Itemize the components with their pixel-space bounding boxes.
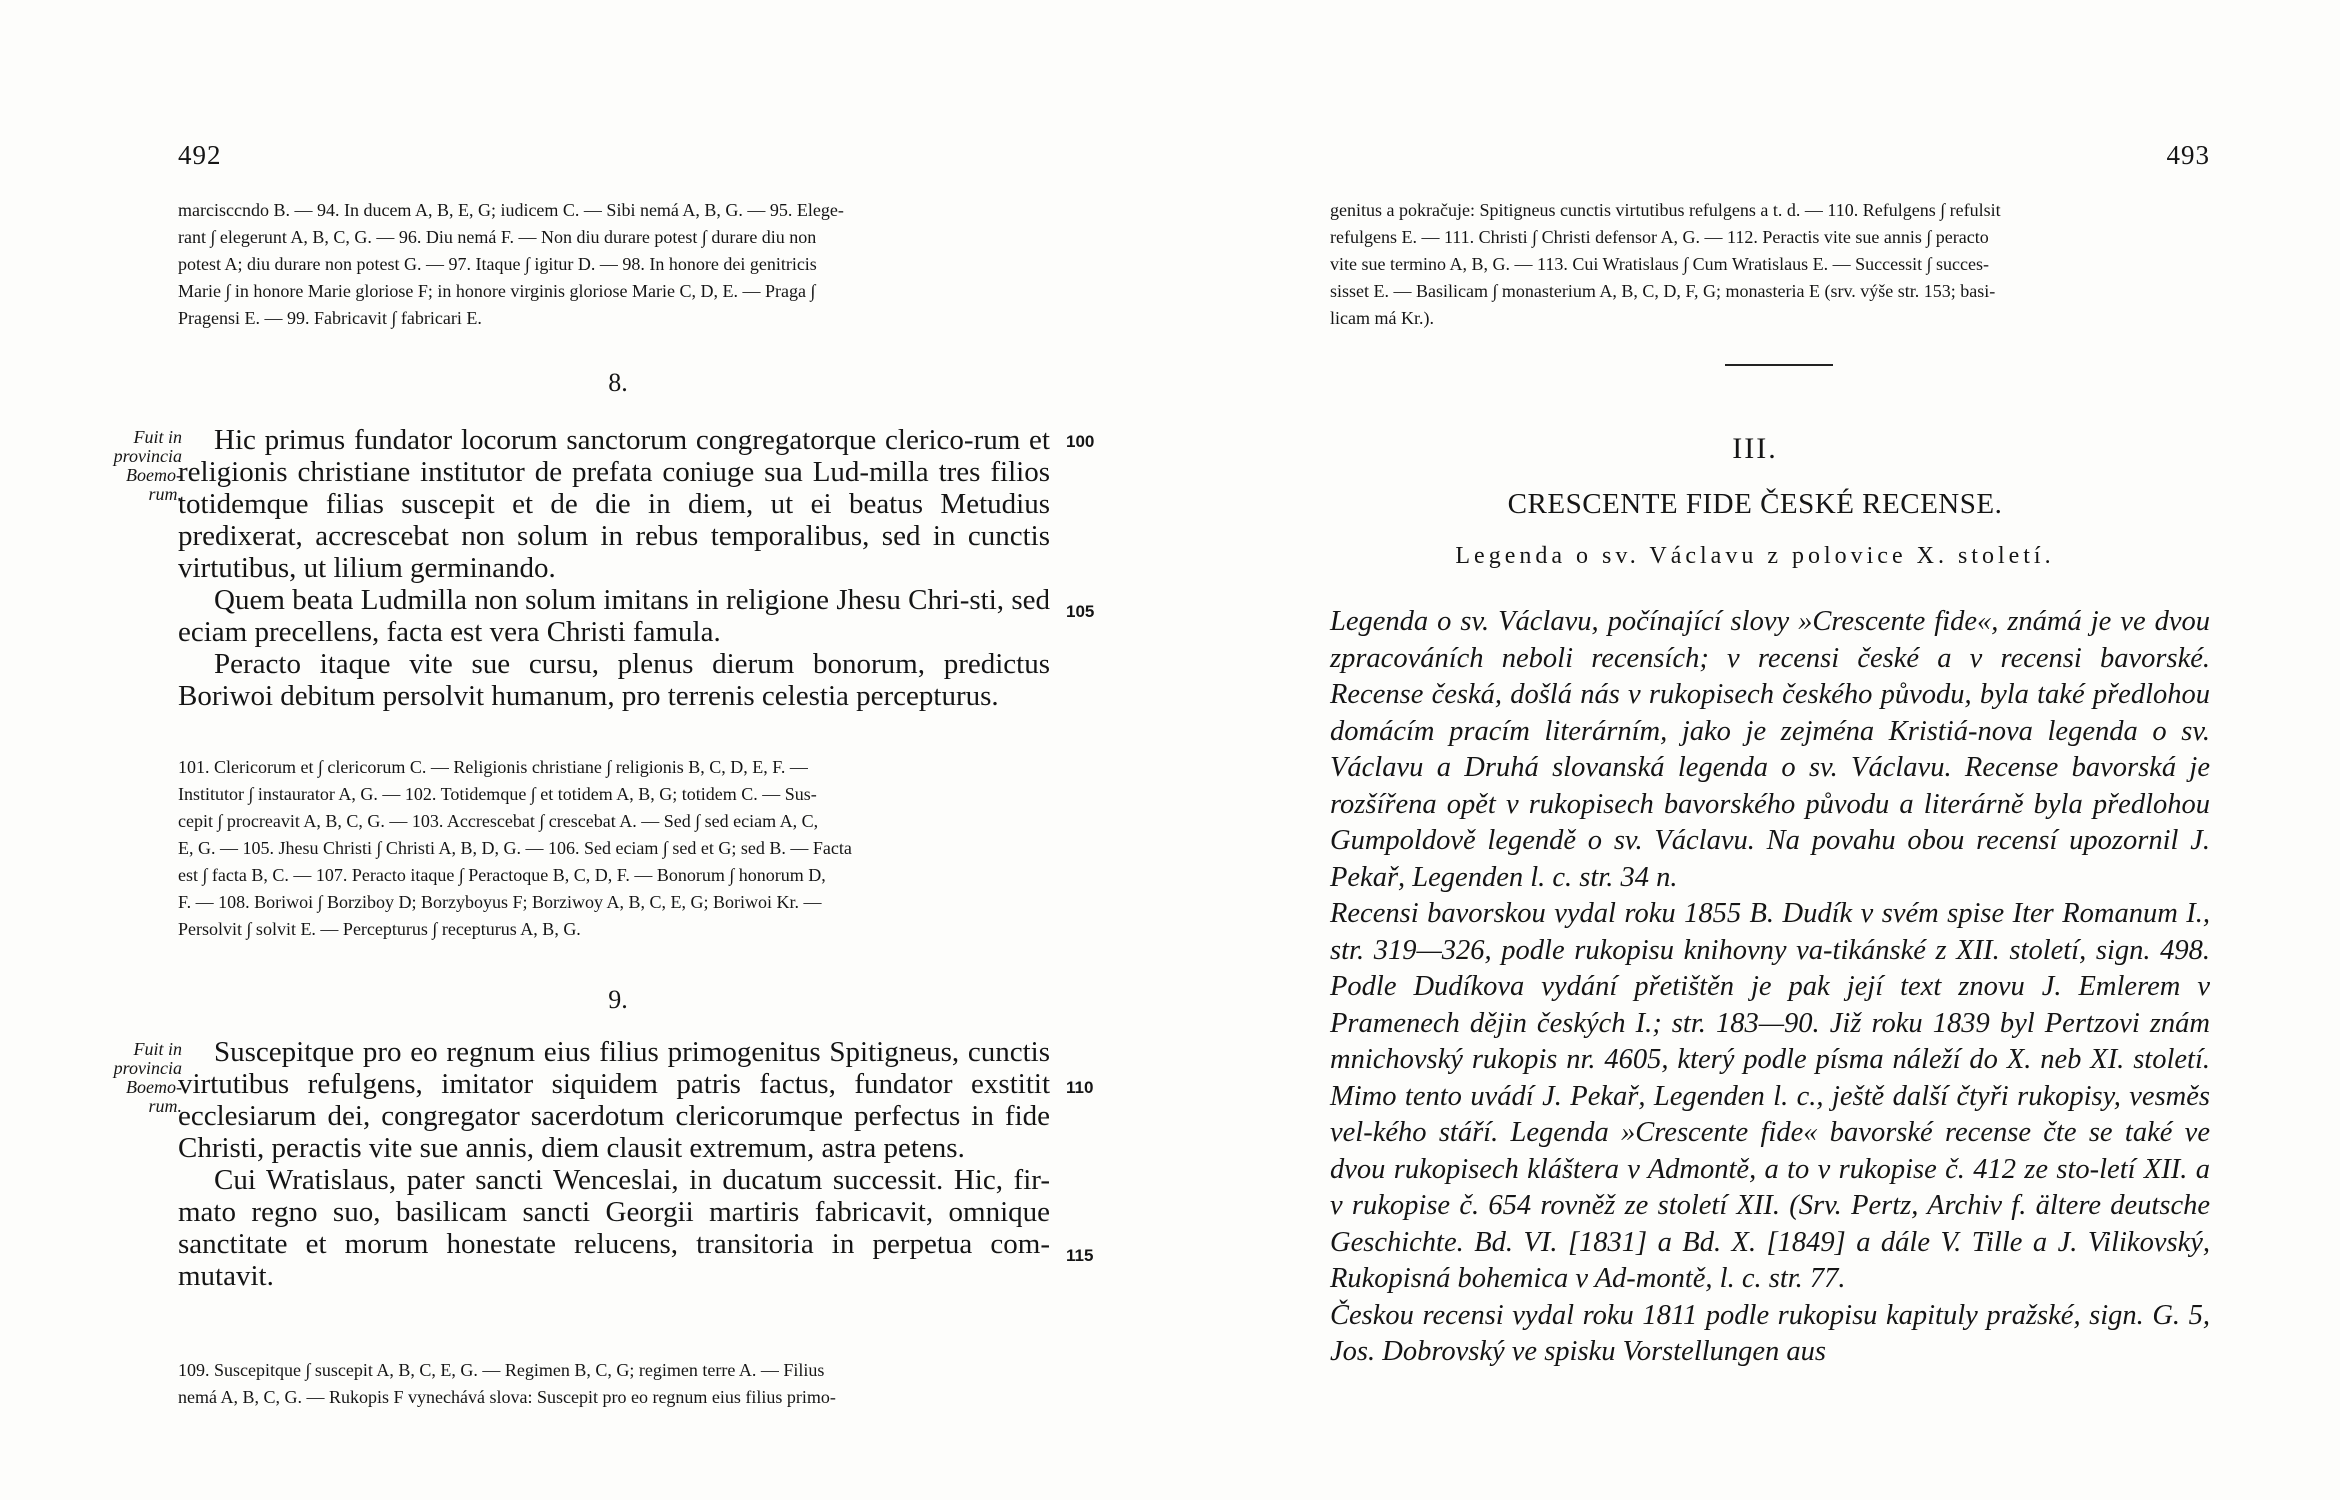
note-line: potest A; diu durare non potest G. — 97. Itaque ∫ igitur D. — 98. In honore dei genitricis <box>178 254 817 274</box>
note-line: 109. Suscepitque ∫ suscepit A, B, C, E, G. — Regimen B, C, G; regimen terre A. — Filius <box>178 1360 825 1380</box>
note-line: vite sue termino A, B, G. — 113. Cui Wratislaus ∫ Cum Wratislaus E. — Successit ∫ succes- <box>1330 254 1990 274</box>
paragraph: Recensi bavorskou vydal roku 1855 B. Dudík v svém spise Iter Romanum I., str. 319—326, podle rukopisu knihovny va-tikánské z XII. století, sign. 498. Podle Dudíkova vydání přetištěn je pak její text znovu J. Emlerem v Pramenech dějin českých I.; str. 183—90. Již roku 1839 byl Pertzovi znám mnichovský rukopis nr. 4605, který podle písma náleží do X. neb XI. století. Mimo tento uvádí J. Pekař, Legenden l. c., ještě další čtyři rukopisy, vesměs vel-kého stáří. Legenda »Crescente fide« bavorské recense čte se také ve dvou rukopisech kláštera v Admontě, a to v rukopise č. 412 ze sto-letí XII. a v rukopise č. 654 rovněž ze století XII. (Srv. Pertz, Archiv f. ältere deutsche Geschichte. Bd. VI. [1831] a Bd. X. [1849] a dále V. Tille a J. Vilikovský, Rukopisná bohemica v Ad-montě, l. c. str. 77. <box>1330 898 2210 1294</box>
chapter-title: CRESCENTE FIDE ČESKÉ RECENSE. <box>1507 488 2003 520</box>
section-heading-8: 8. <box>608 368 628 397</box>
line-number: 115 <box>1066 1246 1094 1265</box>
margin-note-line: rum. <box>148 484 182 504</box>
line-number: 100 <box>1066 432 1095 451</box>
paragraph: Peracto itaque vite sue cursu, plenus dierum bonorum, predictus Boriwoi debitum persolvit humanum, pro terrenis celestia percepturus. <box>178 648 1050 712</box>
note-line: est ∫ facta B, C. — 107. Peracto itaque ∫ Peractoque B, C, D, F. — Bonorum ∫ honorum D, <box>178 865 826 885</box>
section-8-notes <box>178 755 1050 942</box>
note-line: refulgens E. — 111. Christi ∫ Christi defensor A, G. — 112. Peractis vite sue annis ∫ peracto <box>1330 227 1989 247</box>
paragraph: Hic primus fundator locorum sanctorum congregatorque clerico-rum et religionis christiane institutor de prefata coniuge sua Lud-milla tres filios totidemque filias suscepit et de die in diem, ut ei beatus Metudius predixerat, accrescebat non solum in rebus temporalibus, sed in cunctis virtutibus, ut lilium germinando. <box>178 424 1050 584</box>
note-line: Pragensi E. — 99. Fabricavit ∫ fabricari E. <box>178 308 482 328</box>
line-number: 105 <box>1066 602 1095 621</box>
chapter-number: III. <box>1732 432 1778 465</box>
note-line: 101. Clericorum et ∫ clericorum C. — Religionis christiane ∫ religionis B, C, D, E, F. — <box>178 757 808 777</box>
margin-note-line: Boemo- <box>126 1077 182 1097</box>
chapter-intro-text <box>1330 604 2210 1371</box>
note-line: rant ∫ elegerunt A, B, C, G. — 96. Diu nemá F. — Non diu durare potest ∫ durare diu non <box>178 227 817 247</box>
top-notes-left <box>178 198 1050 331</box>
margin-note-section-8 <box>72 428 182 504</box>
margin-note-line: Boemo- <box>126 465 182 485</box>
margin-note-line: provincia <box>113 1058 182 1078</box>
paragraph: Suscepitque pro eo regnum eius filius primogenitus Spitigneus, cunctis virtutibus refulgens, imitator siquidem patris factus, fundator exstitit ecclesiarum dei, congregator sacerdotum clericorumque perfectus in fide Christi, peractis vite sue annis, diem clausit extremum, astra petens. <box>178 1036 1050 1164</box>
section-heading-9: 9. <box>608 985 628 1014</box>
note-line: Marie ∫ in honore Marie gloriose F; in honore virginis gloriose Marie C, D, E. — Praga ∫ <box>178 281 816 301</box>
section-9-text <box>178 1036 1050 1292</box>
margin-note-line: rum. <box>148 1096 182 1116</box>
note-line: genitus a pokračuje: Spitigneus cunctis virtutibus refulgens a t. d. — 110. Refulgens ∫ refulsit <box>1330 200 2001 220</box>
paragraph: Cui Wratislaus, pater sancti Wenceslai, in ducatum successit. Hic, fir-mato regno suo, basilicam sancti Georgii martiris fabricavit, omnique sanctitate et morum honestate relucens, transitoria in perpetua com-mutavit. <box>178 1164 1050 1292</box>
paragraph: Quem beata Ludmilla non solum imitans in religione Jhesu Chri-sti, sed eciam precellens, facta est vera Christi famula. <box>178 584 1050 648</box>
section-9-notes <box>178 1358 1050 1410</box>
margin-note-line: provincia <box>113 446 182 466</box>
note-line: Persolvit ∫ solvit E. — Percepturus ∫ recepturus A, B, G. <box>178 919 581 939</box>
note-line: E, G. — 105. Jhesu Christi ∫ Christi A, B, D, G. — 106. Sed eciam ∫ sed et G; sed B. — Facta <box>178 838 852 858</box>
margin-note-section-9 <box>72 1040 182 1116</box>
line-number: 110 <box>1066 1078 1094 1097</box>
chapter-subtitle: Legenda o sv. Václavu z polovice X. století. <box>1455 543 2055 569</box>
margin-note-line: Fuit in <box>133 1039 182 1059</box>
paragraph: Legenda o sv. Václavu, počínající slovy »Crescente fide«, známá je ve dvou zpracováních neboli recensích; v recensi české a v recensi bavorské. Recense česká, došlá nás v rukopisech českého původu, byla také předlohou domácím pracím literárním, jako je zejména Kristiá-nova legenda o sv. Václavu a Druhá slovanská legenda o sv. Václavu. Recense bavorská je rozšířena opět v rukopisech bavorského původu a literárně byla předlohou Gumpoldově legendě o sv. Václavu. Na povahu obou recensí upozornil J. Pekař, Legenden l. c. str. 34 n. <box>1330 606 2210 893</box>
page-number-left: 492 <box>178 140 222 170</box>
note-line: sisset E. — Basilicam ∫ monasterium A, B, C, D, F, G; monasteria E (srv. výše str. 153; basi- <box>1330 281 1996 301</box>
note-line: marcisccndo B. — 94. In ducem A, B, E, G; iudicem C. — Sibi nemá A, B, G. — 95. Elege- <box>178 200 844 220</box>
paragraph: Českou recensi vydal roku 1811 podle rukopisu kapituly pražské, sign. G. 5, Jos. Dobrovský ve spisku Vorstellungen aus <box>1330 1299 2210 1367</box>
note-line: cepit ∫ procreavit A, B, C, G. — 103. Accrescebat ∫ crescebat A. — Sed ∫ sed eciam A, C, <box>178 811 819 831</box>
margin-note-line: Fuit in <box>133 427 182 447</box>
section-8-text <box>178 424 1050 712</box>
note-line: F. — 108. Boriwoi ∫ Borziboy D; Borzyboyus F; Borziwoy A, B, C, E, G; Boriwoi Kr. — <box>178 892 822 912</box>
note-line: licam má Kr.). <box>1330 308 1434 328</box>
page-number-right: 493 <box>2166 140 2210 170</box>
note-line: Institutor ∫ instaurator A, G. — 102. Totidemque ∫ et totidem A, B, G; totidem C. — Sus- <box>178 784 817 804</box>
note-line: nemá A, B, C, G. — Rukopis F vynechává slova: Suscepit pro eo regnum eius filius primo- <box>178 1387 836 1407</box>
